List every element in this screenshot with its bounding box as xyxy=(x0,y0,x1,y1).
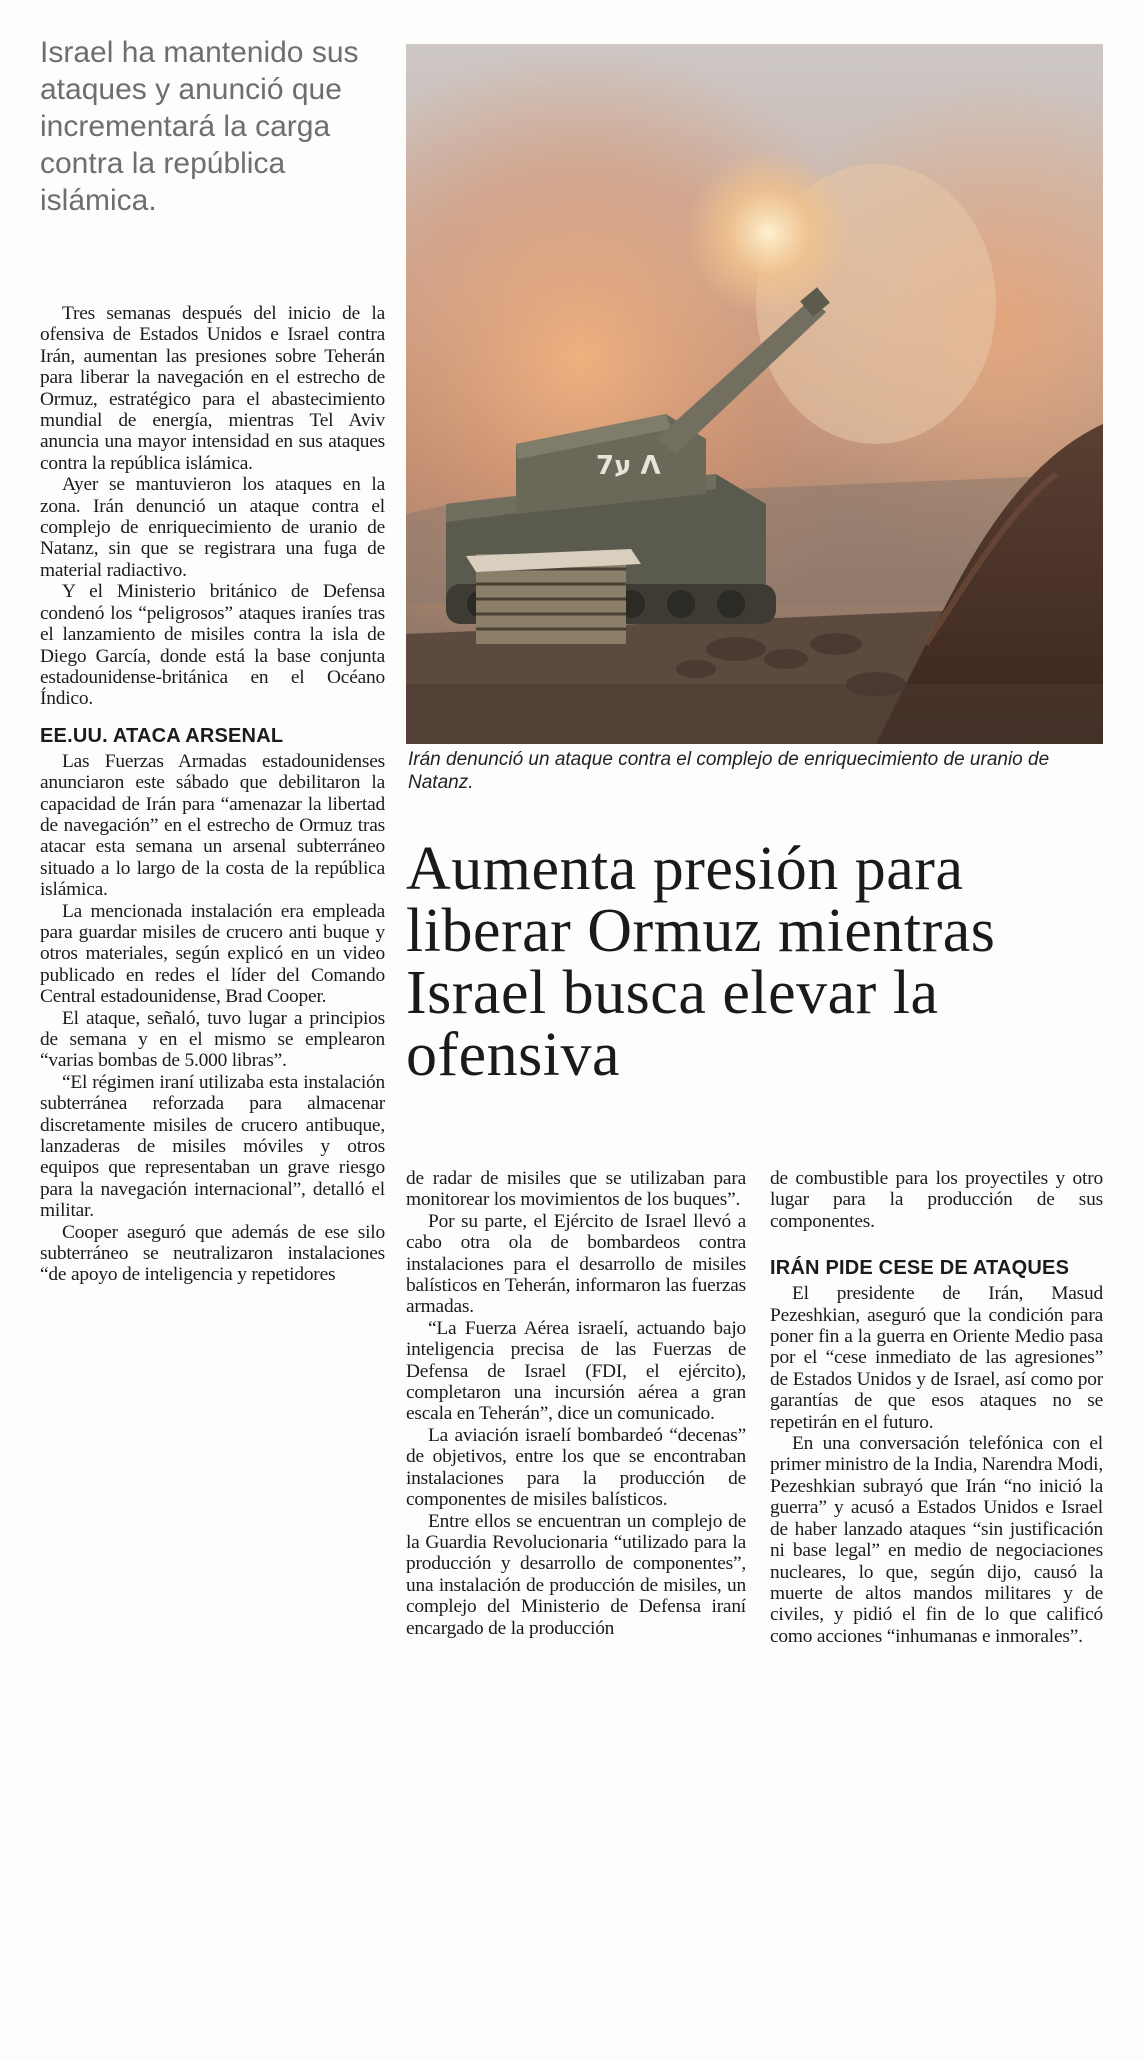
paragraph: En una conversación telefónica con el primer ministro de la India, Narendra Modi, Pezeshkian subrayó que Irán “no inició la guerra” y acusó a Estados Unidos e Israel de haber lanzado ataques “sin justificación ni base legal” en medio de negociaciones nucleares, lo que, según dijo, causó la muerte de altos mandos militares y de civiles, y pidió el fin de lo que calificó como acciones “inhumanas e inmorales”. xyxy=(770,1433,1103,1647)
paragraph: Las Fuerzas Armadas estadounidenses anunciaron este sábado que debilitaron la capacidad de Irán para “amenazar la libertad de navegación” en el estrecho de Ormuz tras atacar esta semana un arsenal subterráneo situado a lo largo de la costa de la república islámica. xyxy=(40,750,385,901)
svg-text:ע7 Λ: ע7 Λ xyxy=(596,451,661,481)
paragraph: de combustible para los proyectiles y otro lugar para la producción de sus componentes. xyxy=(770,1168,1103,1232)
paragraph: El presidente de Irán, Masud Pezeshkian, aseguró que la condición para poner fin a la guerra en Oriente Medio pasa por el “cese inmediato de las agresiones” de Estados Unidos y de Israel, así como por garantías de que esos ataques no se repetirán en el futuro. xyxy=(770,1283,1103,1433)
paragraph: Cooper aseguró que además de ese silo subterráneo se neutralizaron instalaciones “de apoyo de inteligencia y repetidores xyxy=(40,1221,385,1286)
article-deck: Israel ha mantenido sus ataques y anunció que incrementará la carga contra la república islámica. xyxy=(40,36,359,217)
article-column-3 xyxy=(770,1168,1103,1647)
paragraph: Entre ellos se encuentran un complejo de la Guardia Revolucionaria “utilizado para la producción y desarrollo de componentes”, una instalación de producción de misiles, un complejo del Ministerio de Defensa iraní encargado de la producción xyxy=(406,1510,746,1639)
paragraph: El ataque, señaló, tuvo lugar a principios de semana y en el mismo se emplearon “varias bombas de 5.000 libras”. xyxy=(40,1007,385,1072)
paragraph: La aviación israelí bombardeó “decenas” de objetivos, entre los que se encontraban instalaciones para la producción de componentes de misiles balísticos. xyxy=(406,1424,746,1511)
paragraph: Por su parte, el Ejército de Israel llevó a cabo otra ola de bombardeos contra instalaciones para el desarrollo de misiles balísticos en Teherán, informaron las fuerzas armadas. xyxy=(406,1210,746,1318)
article-photo xyxy=(406,44,1103,744)
paragraph: de radar de misiles que se utilizaban para monitorear los movimientos de los buques”. xyxy=(406,1168,746,1211)
paragraph: Tres semanas después del inicio de la ofensiva de Estados Unidos e Israel contra Irán, aumentan las presiones sobre Teherán para liberar la navegación en el estrecho de Ormuz, estratégico para el abastecimiento mundial de energía, mientras Tel Aviv anuncia una mayor intensidad en sus ataques contra la república islámica. xyxy=(40,303,385,474)
article-column-2 xyxy=(406,1168,746,1639)
article-column-1 xyxy=(40,303,385,1286)
subheading-eeuu-ataca-arsenal: EE.UU. ATACA ARSENAL xyxy=(40,724,284,747)
paragraph: Y el Ministerio británico de Defensa condenó los “peligrosos” ataques iraníes tras el lanzamiento de misiles contra la isla de Diego García, donde está la base conjunta estadounidense-británica en el Océano Índico. xyxy=(40,581,385,710)
paragraph: “El régimen iraní utilizaba esta instalación subterránea reforzada para almacenar discretamente misiles de crucero antibuque, lanzaderas de misiles móviles y otros equipos que representaban un grave riesgo para la navegación internacional”, detalló el militar. xyxy=(40,1071,385,1222)
photo-caption: Irán denunció un ataque contra el complejo de enriquecimiento de uranio de Natanz. xyxy=(408,749,1050,793)
page-title: Aumenta presión para liberar Ormuz mientras Israel busca elevar la ofensiva xyxy=(406,835,996,1089)
paragraph: Ayer se mantuvieron los ataques en la zona. Irán denunció un ataque contra el complejo de enriquecimiento de uranio de Natanz, sin que se registrara una fuga de material radiactivo. xyxy=(40,474,385,581)
paragraph: La mencionada instalación era empleada para guardar misiles de crucero anti buque y otros materiales, según explicó en un video publicado en redes el líder del Comando Central estadounidense, Brad Cooper. xyxy=(40,900,385,1008)
artillery-tank-photo xyxy=(406,44,1103,744)
paragraph: “La Fuerza Aérea israelí, actuando bajo inteligencia precisa de las Fuerzas de Defensa de Israel (FDI, el ejército), completaron una incursión aérea a gran escala en Teherán”, dice un comunicado. xyxy=(406,1317,746,1425)
subheading-iran-pide-cese: IRÁN PIDE CESE DE ATAQUES xyxy=(770,1257,1070,1280)
